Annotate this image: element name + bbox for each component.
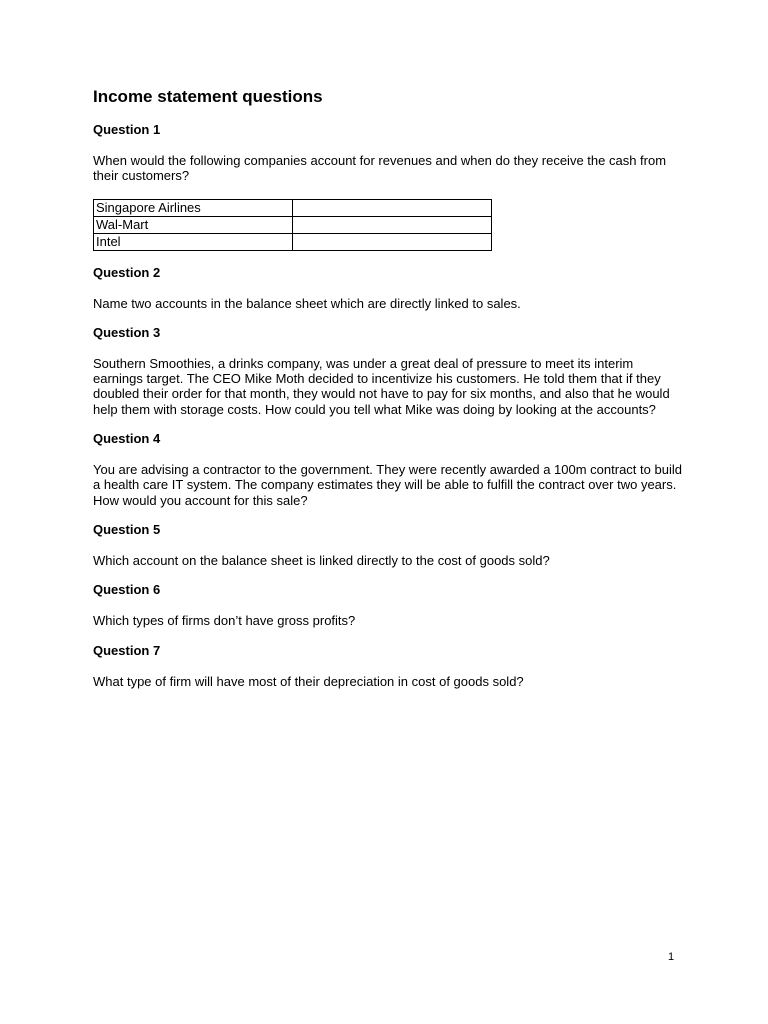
question-5-text: Which account on the balance sheet is linked directly to the cost of goods sold? bbox=[93, 552, 550, 568]
question-6-heading: Question 6 bbox=[93, 582, 161, 598]
table-row bbox=[94, 233, 492, 250]
question-3-text: Southern Smoothies, a drinks company, was under a great deal of pressure to meet its interim earnings target. The CEO Mike Moth decided to incentivize his customers. He told them that if they doubled their order for that month, they would not have to pay for six months, and also that he would help them with storage costs. How could you tell what Mike was doing by looking at the accounts? bbox=[93, 355, 670, 417]
question-5-heading: Question 5 bbox=[93, 521, 161, 537]
question-4-text: You are advising a contractor to the government. They were recently awarded a 100m contract to build a health care IT system. The company estimates they will be able to fulfill the contract over two years. How would you account for this sale? bbox=[93, 462, 682, 508]
answer-cell bbox=[293, 199, 492, 216]
question-1-heading: Question 1 bbox=[93, 122, 161, 137]
company-table bbox=[93, 199, 492, 251]
question-6-text: Which types of firms don’t have gross profits? bbox=[93, 613, 356, 629]
document-title: Income statement questions bbox=[93, 87, 323, 106]
company-name-cell: Singapore Airlines bbox=[94, 199, 293, 216]
answer-cell bbox=[293, 233, 492, 250]
question-1-text: When would the following companies account for revenues and when do they receive the cash from their customers? bbox=[93, 153, 667, 184]
question-2-text: Name two accounts in the balance sheet which are directly linked to sales. bbox=[93, 295, 521, 311]
question-4-heading: Question 4 bbox=[93, 431, 161, 447]
answer-cell bbox=[293, 216, 492, 233]
page-number: 1 bbox=[668, 951, 675, 963]
question-7-heading: Question 7 bbox=[93, 642, 161, 658]
question-3-heading: Question 3 bbox=[93, 324, 161, 340]
question-7-text: What type of firm will have most of their depreciation in cost of goods sold? bbox=[93, 673, 524, 689]
table-row bbox=[94, 199, 492, 216]
table-row bbox=[94, 216, 492, 233]
company-name-cell: Intel bbox=[94, 233, 293, 250]
document-page bbox=[93, 86, 683, 689]
company-name-cell: Wal-Mart bbox=[94, 216, 293, 233]
question-2-heading: Question 2 bbox=[93, 264, 161, 280]
